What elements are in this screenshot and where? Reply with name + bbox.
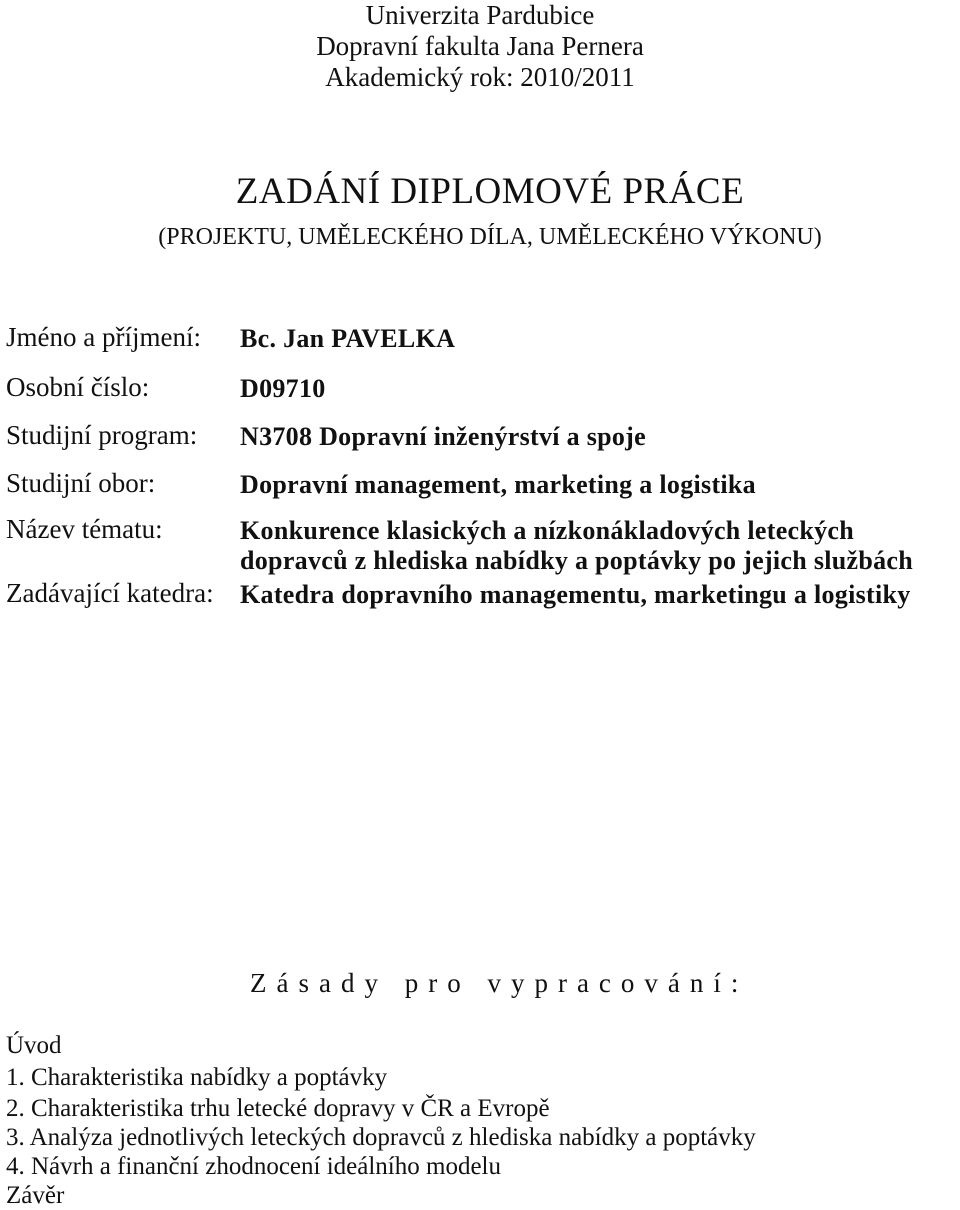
study-field-value: Dopravní management, marketing a logistika — [240, 470, 756, 499]
rule-item-4: 4. Návrh a finanční zhodnocení ideálního modelu — [6, 1153, 501, 1180]
document-header — [0, 0, 960, 93]
document-title: ZADÁNÍ DIPLOMOVÉ PRÁCE — [235, 171, 745, 212]
name-label: Jméno a příjmení: — [6, 322, 201, 352]
rule-item-3: 3. Analýza jednotlivých leteckých dopravců z hlediska nabídky a poptávky — [6, 1124, 756, 1151]
rules-heading: Zásady pro vypracování: — [250, 968, 749, 998]
personal-number-value: D09710 — [240, 374, 326, 403]
academic-year: Akademický rok: 2010/2011 — [325, 62, 635, 92]
department-value: Katedra dopravního managementu, marketingu a logistiky — [240, 580, 911, 609]
topic-label: Název tématu: — [6, 514, 163, 544]
study-program-label: Studijní program: — [6, 420, 198, 450]
study-program-value: N3708 Dopravní inženýrství a spoje — [240, 422, 646, 451]
personal-number-label: Osobní číslo: — [6, 372, 150, 402]
faculty-name: Dopravní fakulta Jana Pernera — [316, 31, 644, 61]
topic-value-line2: dopravců z hlediska nabídky a poptávky po jejich službách — [240, 546, 914, 575]
rule-item-conclusion: Závěr — [6, 1182, 65, 1209]
topic-value-line1: Konkurence klasických a nízkonákladových leteckých — [240, 516, 855, 545]
rule-item-intro: Úvod — [6, 1032, 62, 1059]
department-label: Zadávající katedra: — [6, 578, 214, 608]
study-field-label: Studijní obor: — [6, 468, 156, 498]
university-name: Univerzita Pardubice — [365, 0, 595, 30]
name-value: Bc. Jan PAVELKA — [240, 324, 456, 353]
rule-item-1: 1. Charakteristika nabídky a poptávky — [6, 1064, 388, 1091]
document-subtitle: (PROJEKTU, UMĚLECKÉHO DÍLA, UMĚLECKÉHO VÝKONU) — [158, 224, 822, 250]
rule-item-2: 2. Charakteristika trhu letecké dopravy v ČR a Evropě — [6, 1095, 550, 1122]
